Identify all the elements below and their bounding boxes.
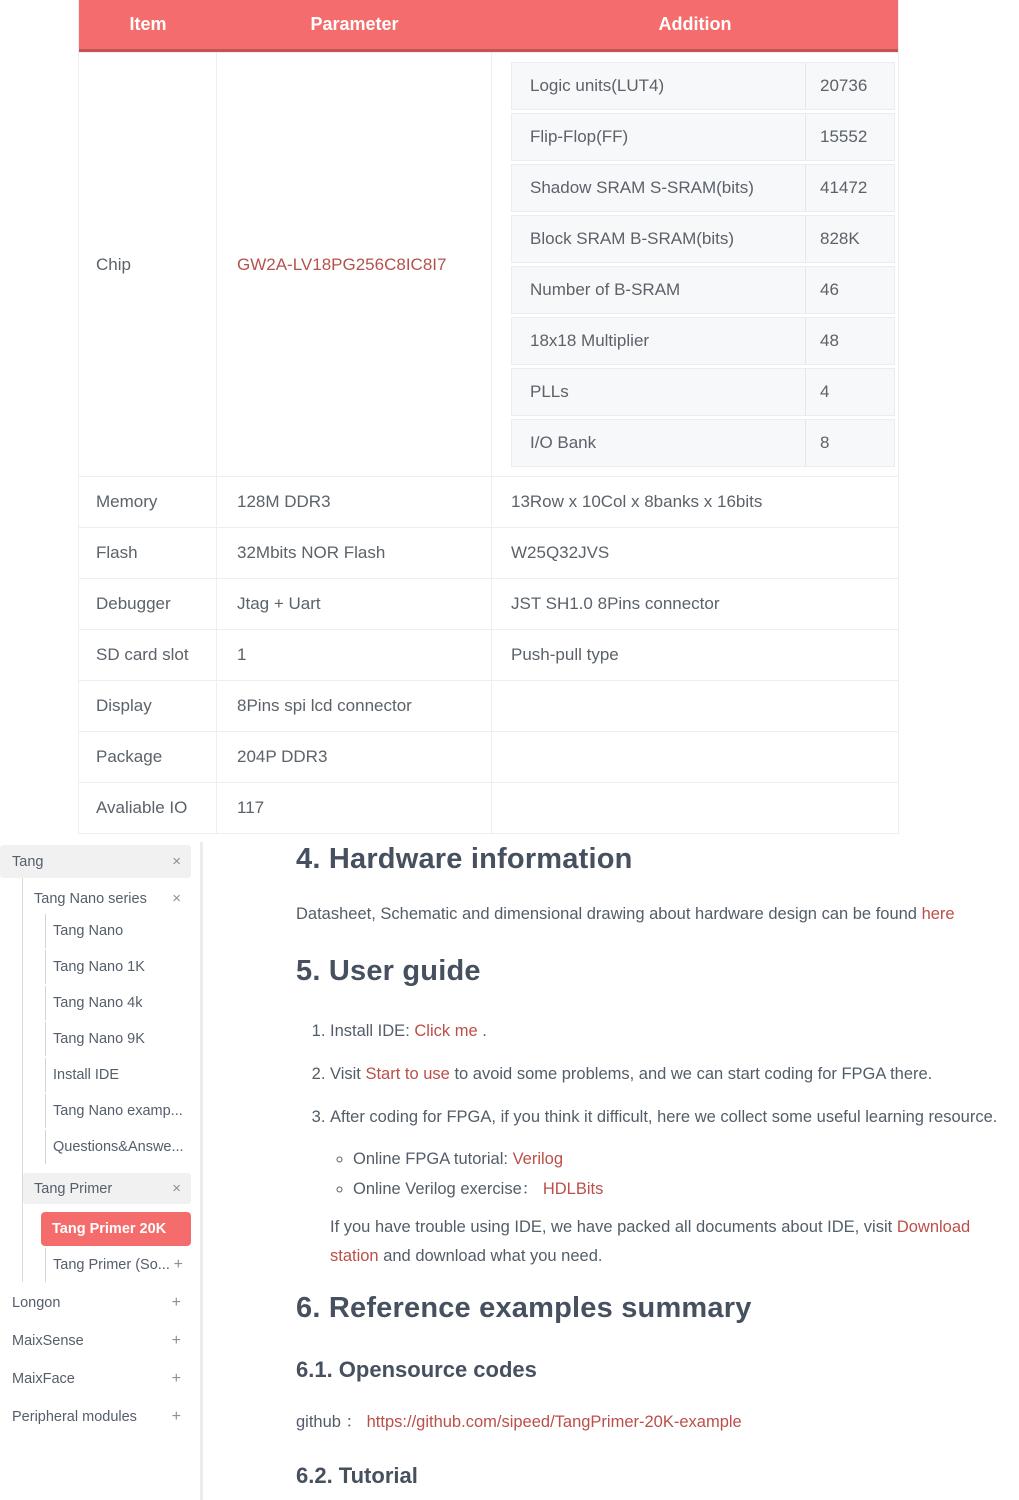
- sidebar-group-tang-nano-series[interactable]: [23, 885, 191, 912]
- chip-detail-label: 18x18 Multiplier: [512, 318, 806, 364]
- item-text: to avoid some problems, and we can start coding for FPGA there.: [449, 1065, 933, 1083]
- chip-item-label: Chip: [79, 53, 217, 476]
- sidebar-content-divider: [200, 842, 203, 1500]
- sidebar-item-tang-primer-software[interactable]: [45, 1248, 191, 1282]
- row-parameter: 8Pins spi lcd connector: [217, 681, 492, 731]
- sidebar-item-label: Tang Nano examp...: [53, 1103, 183, 1119]
- chip-detail-label: Flip-Flop(FF): [512, 114, 806, 160]
- row-addition: JST SH1.0 8Pins connector: [511, 594, 720, 613]
- row-item: SD card slot: [79, 630, 217, 680]
- chip-detail-label: PLLs: [512, 369, 806, 415]
- sidebar-item-maixsense[interactable]: [0, 1322, 191, 1359]
- table-row: [511, 215, 895, 263]
- github-repo-link[interactable]: https://github.com/sipeed/TangPrimer-20K-example: [366, 1413, 742, 1431]
- datasheet-paragraph: [296, 903, 1018, 925]
- sidebar-item-label: Tang Primer 20K: [52, 1221, 167, 1237]
- learning-resources-list: [296, 1149, 1018, 1200]
- main-content: [296, 840, 1018, 1489]
- table-row-memory: [79, 476, 898, 527]
- item-text: Online Verilog exercise：: [353, 1180, 543, 1198]
- spec-header-item: Item: [129, 14, 167, 34]
- row-addition: Push-pull type: [511, 645, 619, 664]
- item-text: Install IDE:: [330, 1022, 415, 1040]
- chip-detail-label: Number of B-SRAM: [512, 267, 806, 313]
- table-row-debugger: [79, 578, 898, 629]
- sidebar-group-tang[interactable]: [0, 845, 191, 878]
- expand-plus-icon[interactable]: +: [171, 1408, 181, 1425]
- sidebar-item-tang-nano-4k[interactable]: [45, 986, 191, 1020]
- chip-detail-value: 41472: [820, 178, 868, 197]
- chip-detail-label: Logic units(LUT4): [512, 63, 806, 109]
- chip-part-number: GW2A-LV18PG256C8IC8I7: [217, 53, 492, 476]
- chip-detail-label: I/O Bank: [512, 420, 806, 466]
- row-addition: [492, 732, 898, 782]
- tang-group-children: [22, 878, 191, 1282]
- list-item-verilog-exercise: [353, 1179, 1018, 1200]
- row-item: Avaliable IO: [79, 783, 217, 833]
- list-item-install-ide: [330, 1020, 1018, 1042]
- hardware-spec-table: [78, 0, 899, 834]
- sidebar-group-tang-label: Tang: [12, 853, 44, 870]
- tang-primer-label: Tang Primer: [34, 1180, 113, 1197]
- row-parameter: 32Mbits NOR Flash: [217, 528, 492, 578]
- list-item-visit-start: [330, 1063, 1018, 1085]
- row-parameter: Jtag + Uart: [217, 579, 492, 629]
- expand-plus-icon[interactable]: +: [171, 1332, 181, 1349]
- spec-table-header-row: [79, 0, 898, 52]
- row-addition: [492, 783, 898, 833]
- hdlbits-link[interactable]: HDLBits: [542, 1180, 604, 1198]
- sidebar-item-label: MaixFace: [12, 1371, 75, 1387]
- chip-detail-label: Shadow SRAM S-SRAM(bits): [512, 165, 806, 211]
- list-item-after-coding: 3. After coding for FPGA, if you think it difficult, here we collect some useful learning resource.: [330, 1106, 1018, 1128]
- sidebar-item-tang-nano-9k[interactable]: [45, 1022, 191, 1056]
- sidebar-group-tang-primer[interactable]: [23, 1173, 191, 1204]
- sidebar-item-install-ide[interactable]: [45, 1058, 191, 1092]
- chip-detail-label: Block SRAM B-SRAM(bits): [512, 216, 806, 262]
- row-item: Debugger: [79, 579, 217, 629]
- expand-plus-icon[interactable]: +: [171, 1294, 181, 1311]
- sidebar-item-peripheral-modules[interactable]: [0, 1398, 191, 1435]
- sidebar-item-label: Tang Primer (So...: [53, 1257, 170, 1273]
- chip-detail-value: 20736: [820, 76, 868, 95]
- close-icon[interactable]: ×: [172, 853, 181, 870]
- ide-trouble-paragraph: [330, 1213, 1019, 1271]
- row-parameter: 1: [217, 630, 492, 680]
- sidebar-item-tang-primer-20k-selected[interactable]: [41, 1212, 191, 1246]
- item-text: Online FPGA tutorial:: [353, 1150, 513, 1168]
- tang-nano-series-label: Tang Nano series: [34, 890, 147, 907]
- table-row-display: [79, 680, 898, 731]
- note-text: If you have trouble using IDE, we have packed all documents about IDE, visit: [330, 1218, 897, 1236]
- sidebar-item-tang-nano[interactable]: [45, 914, 191, 948]
- table-row-sd-card-slot: [79, 629, 898, 680]
- sidebar-item-longon[interactable]: [0, 1284, 191, 1321]
- sidebar-item-label: Tang Nano 1K: [53, 959, 145, 975]
- expand-plus-icon[interactable]: +: [173, 1256, 183, 1273]
- row-addition: [492, 681, 898, 731]
- chip-detail-value: 46: [820, 280, 839, 299]
- datasheet-text: Datasheet, Schematic and dimensional drawing about hardware design can be found: [296, 905, 922, 923]
- row-parameter: 117: [217, 783, 492, 833]
- sidebar-item-label: Longon: [12, 1295, 61, 1311]
- close-icon[interactable]: ×: [172, 1180, 181, 1197]
- sidebar-item-questions-answers[interactable]: [45, 1130, 191, 1164]
- table-row-package: [79, 731, 898, 782]
- sidebar-nav: [0, 845, 191, 1435]
- row-parameter: 128M DDR3: [217, 477, 492, 527]
- spec-header-parameter: Parameter: [310, 14, 399, 34]
- table-row-chip: [79, 52, 898, 476]
- chip-detail-value: 48: [820, 331, 839, 350]
- table-row-avaliable-io: [79, 782, 898, 833]
- list-item-fpga-tutorial: [353, 1149, 1018, 1170]
- item-text: Visit: [330, 1065, 366, 1083]
- click-me-link[interactable]: Click me: [414, 1022, 478, 1040]
- sidebar-item-label: Tang Nano: [53, 923, 124, 939]
- table-row-flash: [79, 527, 898, 578]
- user-guide-list: [296, 1020, 1018, 1128]
- row-item: Memory: [79, 477, 217, 527]
- download-station-link[interactable]: Download station: [330, 1218, 971, 1265]
- sidebar-item-tang-nano-1k[interactable]: [45, 950, 191, 984]
- sidebar-item-label: Tang Nano 9K: [53, 1031, 145, 1047]
- table-row: [511, 266, 895, 314]
- verilog-link[interactable]: Verilog: [512, 1150, 564, 1168]
- subsection-heading-opensource-codes: 6.1. Opensource codes: [296, 1357, 537, 1382]
- row-item: Display: [79, 681, 217, 731]
- chip-detail-value: 15552: [820, 127, 868, 146]
- expand-plus-icon[interactable]: +: [171, 1370, 181, 1387]
- github-label: github ：: [296, 1413, 367, 1431]
- sidebar-item-maixface[interactable]: [0, 1360, 191, 1397]
- here-link[interactable]: here: [921, 905, 955, 923]
- table-row: [511, 62, 895, 110]
- section-heading-reference-examples: 6. Reference examples summary: [296, 1292, 752, 1324]
- sidebar-item-label: Tang Nano 4k: [53, 995, 143, 1011]
- row-parameter: 204P DDR3: [217, 732, 492, 782]
- section-heading-user-guide: 5. User guide: [296, 955, 481, 987]
- github-paragraph: [296, 1411, 1018, 1433]
- table-row: [511, 317, 895, 365]
- chip-detail-value: 828K: [820, 229, 860, 248]
- start-to-use-link[interactable]: Start to use: [365, 1065, 450, 1083]
- item-text: .: [477, 1022, 487, 1040]
- table-row: [511, 419, 895, 467]
- close-icon[interactable]: ×: [172, 890, 181, 907]
- chip-detail-value: 8: [820, 433, 830, 452]
- spec-header-addition: Addition: [658, 14, 732, 34]
- section-heading-hardware-information: 4. Hardware information: [296, 843, 633, 875]
- sidebar-item-label: Peripheral modules: [12, 1409, 137, 1425]
- sidebar-item-label: Install IDE: [53, 1067, 120, 1083]
- table-row: [511, 113, 895, 161]
- row-item: Flash: [79, 528, 217, 578]
- subsection-heading-tutorial: 6.2. Tutorial: [296, 1463, 418, 1488]
- sidebar-item-label: MaixSense: [12, 1333, 84, 1349]
- sidebar-item-tang-nano-examples[interactable]: [45, 1094, 191, 1128]
- row-item: Package: [79, 732, 217, 782]
- chip-detail-table: [492, 53, 898, 476]
- note-text: and download what you need.: [378, 1247, 603, 1265]
- table-row: [511, 164, 895, 212]
- sidebar-item-label: Questions&Answe...: [53, 1139, 184, 1155]
- row-addition: W25Q32JVS: [511, 543, 610, 562]
- table-row: [511, 368, 895, 416]
- row-addition: 13Row x 10Col x 8banks x 16bits: [511, 492, 763, 511]
- chip-detail-value: 4: [820, 382, 830, 401]
